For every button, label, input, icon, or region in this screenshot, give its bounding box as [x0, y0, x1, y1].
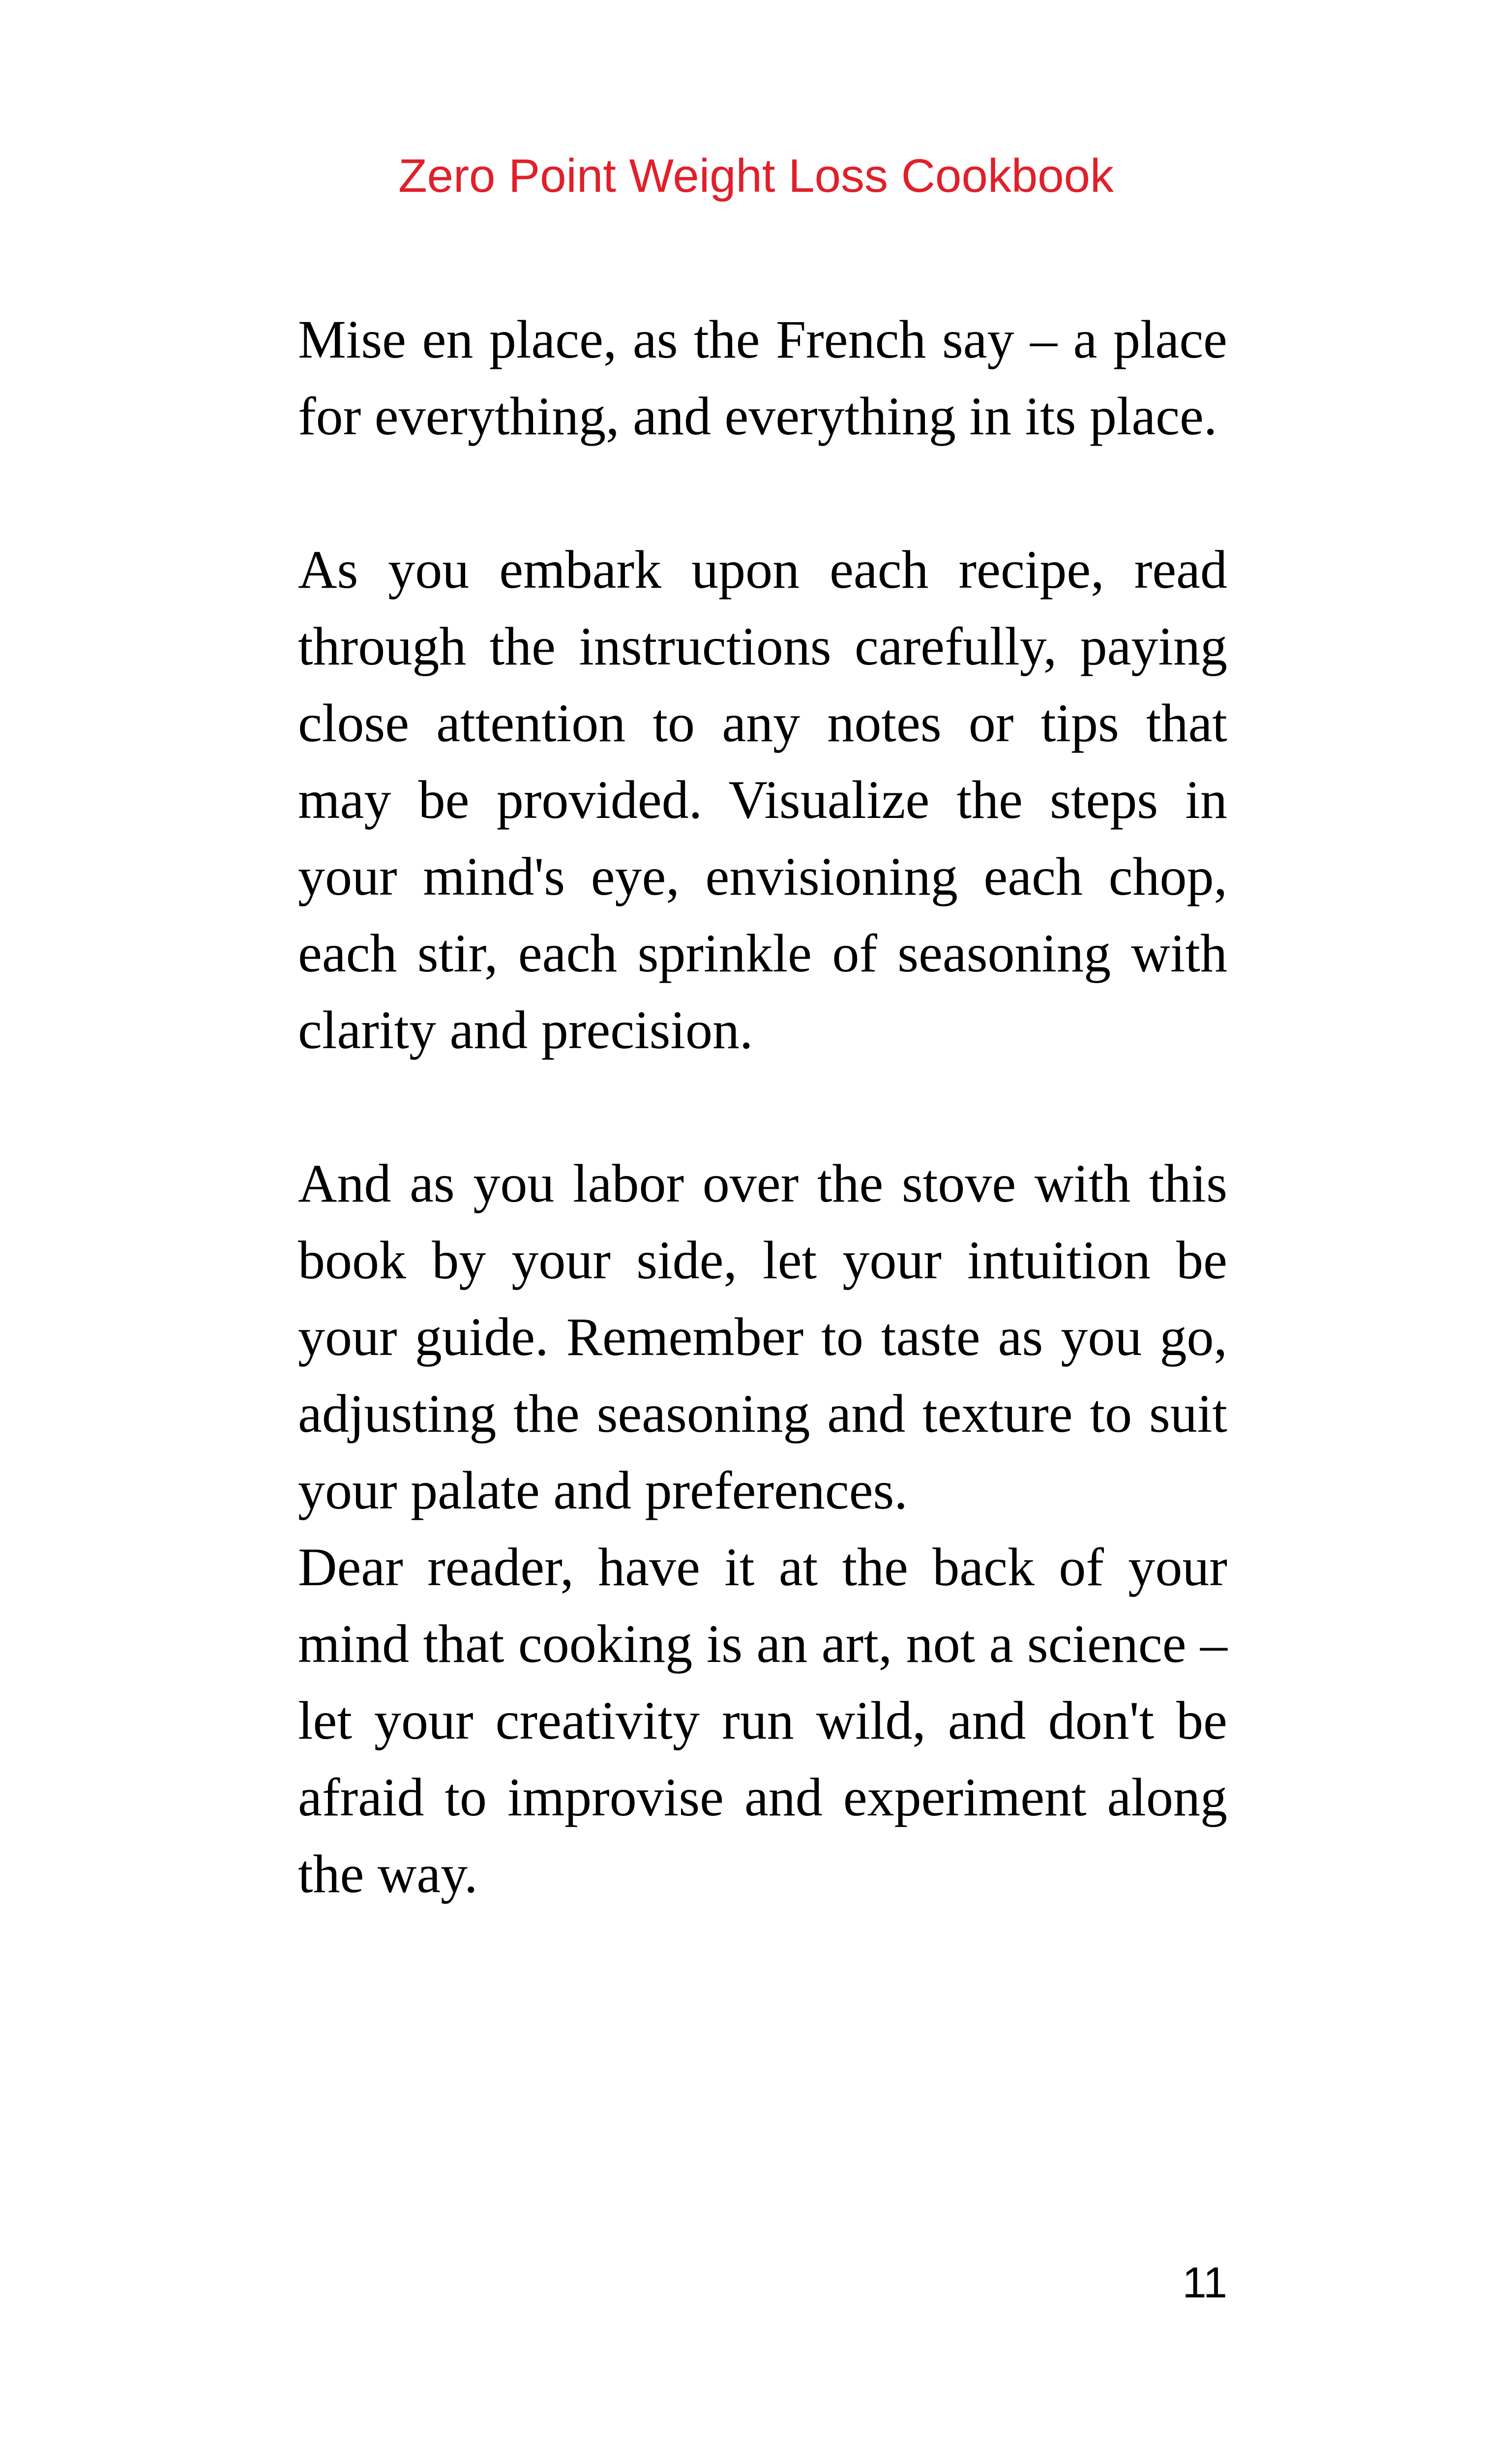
running-header-title: Zero Point Weight Loss Cookbook — [398, 150, 1114, 202]
body-text — [298, 301, 1227, 1912]
paragraph-read-instructions: As you embark upon each recipe, read through the instructions carefully, paying close attention to any notes or tips that may be provided. Visualize the steps in your mind's eye, envisioning each chop, each stir, each sprinkle of seasoning with clarity and precision. — [298, 540, 1227, 1060]
paragraph-intuition: And as you labor over the stove with this book by your side, let your intuition be your guide. Remember to taste as you go, adjusting the seasoning and texture to suit your palate and preferences. — [298, 1153, 1227, 1520]
paragraph-cooking-is-art: Dear reader, have it at the back of your mind that cooking is an art, not a science – let your creativity run wild, and don't be afraid to improvise and experiment along the way. — [298, 1537, 1227, 1904]
page-number: 11 — [1182, 2258, 1227, 2307]
paragraph-mise-en-place: Mise en place, as the French say – a place for everything, and everything in its place. — [298, 309, 1227, 446]
